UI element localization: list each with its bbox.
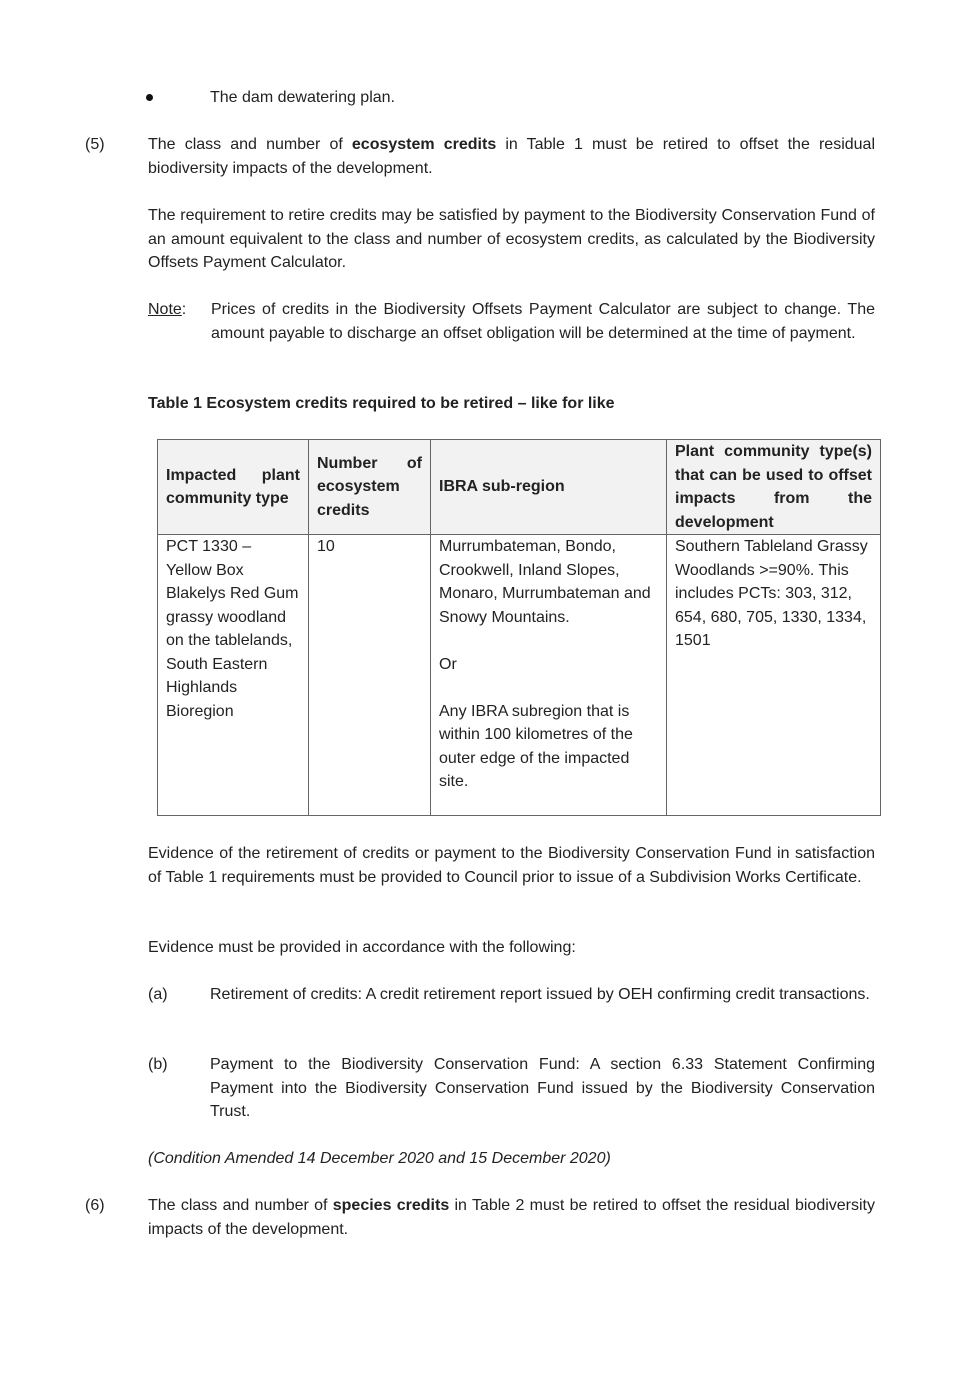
cell-offset: Southern Tableland Grassy Woodlands >=90%. This includes PCTs: 303, 312, 654, 680, 705, 1330, 1334, 1501: [667, 535, 881, 816]
cell-ibra: [431, 535, 667, 816]
requirement-paragraph: The requirement to retire credits may be satisfied by payment to the Biodiversity Conservation Fund of an amount equivalent to the class and number of ecosystem credits, as calculated by the Biodiversity Offsets Payment Calculator.: [148, 207, 875, 271]
ecosystem-credits-term: ecosystem credits: [351, 136, 497, 153]
note-label-wrap: [148, 298, 186, 322]
ibra-spacer: [439, 629, 658, 653]
condition-6-text-before: The class and number of: [148, 1197, 333, 1214]
condition-6-text: [148, 1194, 875, 1241]
item-a-text: Retirement of credits: A credit retirement report issued by OEH confirming credit transactions.: [210, 986, 870, 1003]
header-impacted-plant-community: Impacted plant community type: [158, 440, 309, 535]
item-b-text: Payment to the Biodiversity Conservation Fund: A section 6.33 Statement Confirming Payment into the Biodiversity Conservation Fund issued by the Biodiversity Conservation Trust.: [210, 1056, 875, 1120]
ibra-or: Or: [439, 655, 457, 673]
bullet-marker: [146, 94, 153, 101]
condition-6-number: (6): [85, 1197, 105, 1214]
condition-6-text-after: in Table 2 must be retired to offset the residual biodiversity impacts of the development.: [148, 1197, 875, 1238]
amended-note: (Condition Amended 14 December 2020 and 15 December 2020): [148, 1150, 611, 1167]
table-header-row: [158, 440, 881, 535]
condition-5-text-before: The class and number of: [148, 136, 352, 153]
condition-5-text: [148, 133, 875, 180]
table-1-caption: Table 1 Ecosystem credits required to be retired – like for like: [148, 395, 615, 412]
table-row: [158, 535, 881, 816]
header-offset-community-types: Plant community type(s) that can be used to offset impacts from the development: [667, 440, 881, 535]
ibra-any-subregion: Any IBRA subregion that is within 100 kilometres of the outer edge of the impacted site.: [439, 702, 633, 790]
header-number-of-credits: Number of ecosystem credits: [309, 440, 431, 535]
note-label: Note: [148, 301, 182, 318]
cell-credits: 10: [309, 535, 431, 816]
ecosystem-credits-table: [157, 439, 881, 816]
note-colon: :: [181, 301, 187, 318]
ibra-spacer: [439, 676, 658, 700]
bullet-item: The dam dewatering plan.: [210, 89, 395, 106]
evidence-paragraph: Evidence of the retirement of credits or payment to the Biodiversity Conservation Fund in satisfaction of Table 1 requirements must be provided to Council prior to issue of a Subdivision Works Certificate.: [148, 845, 875, 886]
item-a-label: (a): [148, 986, 168, 1003]
item-b-label: (b): [148, 1056, 168, 1073]
condition-5-text-after: in Table 1 must be retired to offset the residual biodiversity impacts of the development.: [148, 136, 875, 177]
ibra-regions: Murrumbateman, Bondo, Crookwell, Inland Slopes, Monaro, Murrumbateman and Snowy Mountains.: [439, 538, 651, 626]
evidence-intro: Evidence must be provided in accordance with the following:: [148, 939, 576, 956]
condition-5-number: (5): [85, 136, 105, 153]
cell-pct: PCT 1330 – Yellow Box Blakelys Red Gum grassy woodland on the tablelands, South Eastern Highlands Bioregion: [158, 535, 309, 816]
species-credits-term: species credits: [332, 1197, 450, 1214]
header-ibra-sub-region: IBRA sub-region: [431, 440, 667, 535]
note-text: Prices of credits in the Biodiversity Offsets Payment Calculator are subject to change. The amount payable to discharge an offset obligation will be determined at the time of payment.: [211, 301, 875, 342]
